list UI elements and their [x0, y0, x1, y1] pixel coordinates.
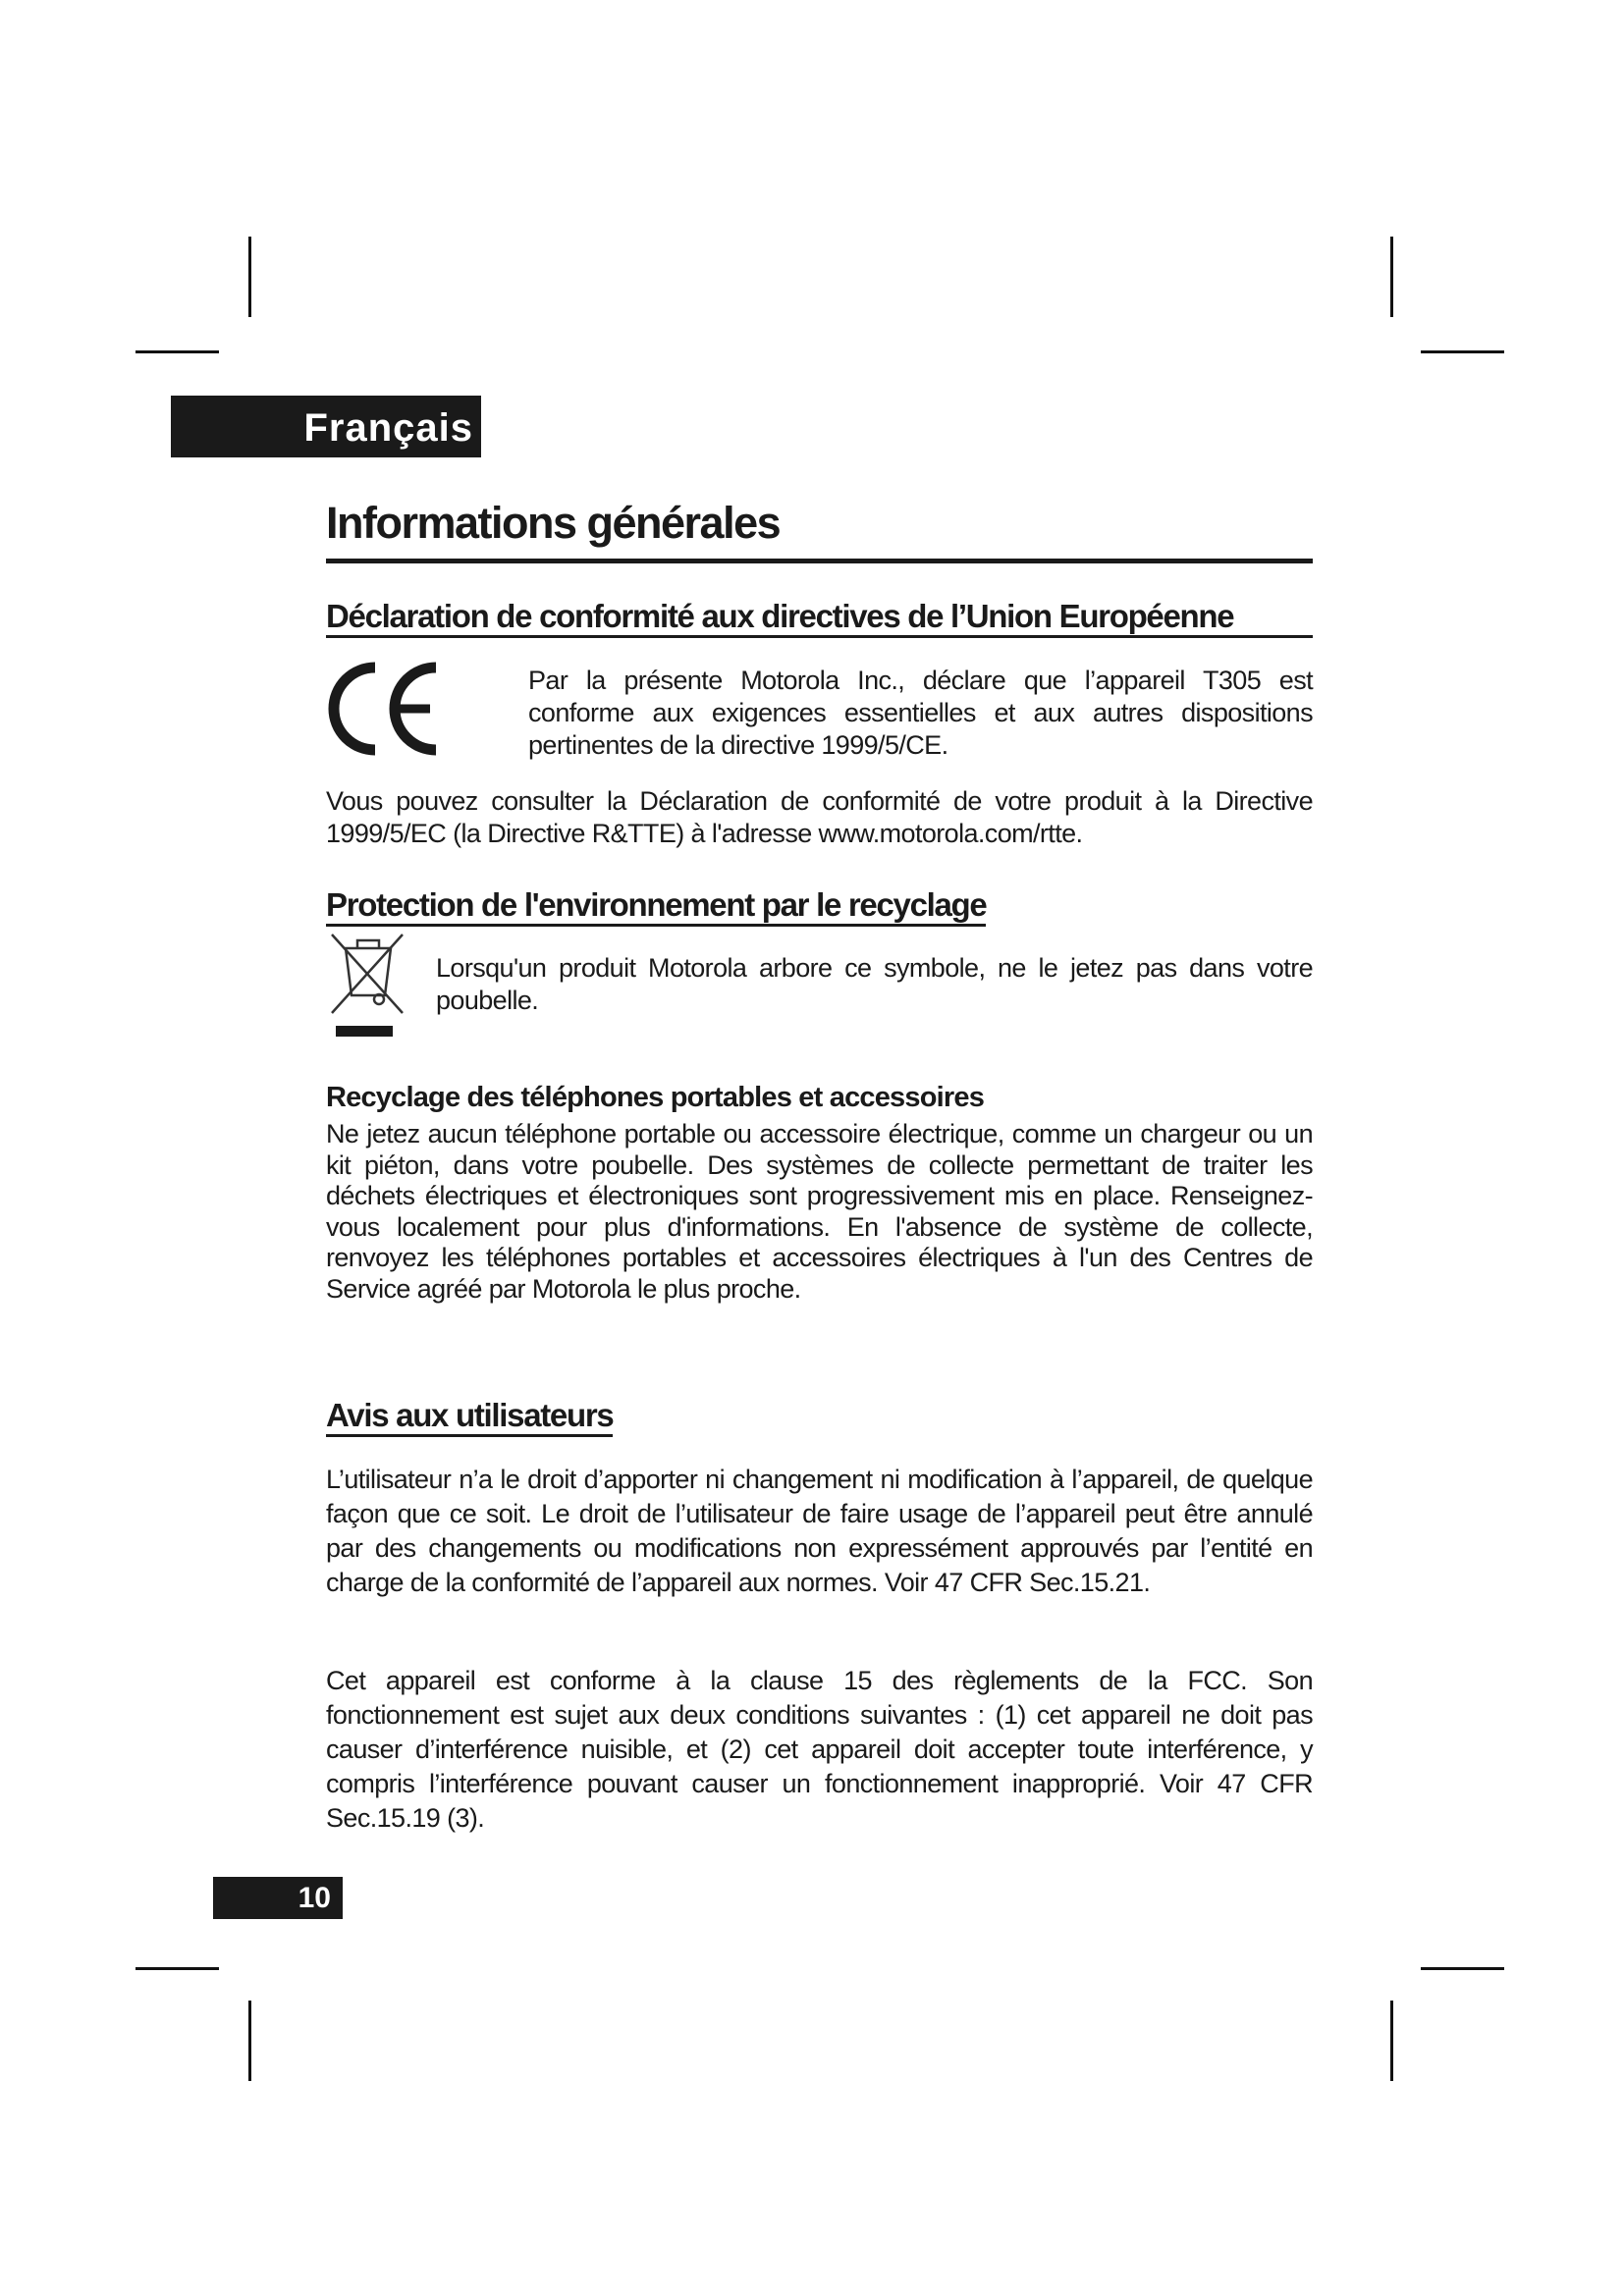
eu-heading: Déclaration de conformité aux directives de l’Union Européenne	[326, 598, 1313, 638]
ce-declaration-text: Par la présente Motorola Inc., déclare que l’appareil T305 est conforme aux exigences essentielles et aux autres dispositions pertinentes de la directive 1999/5/CE.	[528, 666, 1313, 760]
users-para-2: Cet appareil est conforme à la clause 15 des règlements de la FCC. Son fonctionnement est sujet aux deux conditions suivantes : (1) cet appareil ne doit pas causer d’interférence nuisible, et (2) cet appareil doit accepter toute interférence, y compris l’interférence pouvant causer un fonctionnement inapproprié. Voir 47 CFR Sec.15.19 (3).	[326, 1666, 1313, 1833]
recycling-subheading: Recyclage des téléphones portables et accessoires	[326, 1082, 985, 1113]
recycling-body: Ne jetez aucun téléphone portable ou accessoire électrique, comme un chargeur ou un kit piéton, dans votre poubelle. Des systèmes de collecte permettant de traiter les déchets électriques et électroniques sont progressivement mis en place. Renseignez-vous localement pour plus d'informations. En l'absence de système de collecte, renvoyez les téléphones portables et accessoires électriques à l'un des Centres de Service agréé par Motorola le plus proche.	[326, 1119, 1313, 1304]
crop-mark	[1421, 1967, 1504, 1970]
symbol-text: Lorsqu'un produit Motorola arbore ce symbole, ne le jetez pas dans votre poubelle.	[436, 953, 1313, 1015]
title-rule	[326, 559, 1313, 563]
crop-mark	[1421, 350, 1504, 353]
crop-mark	[248, 237, 251, 317]
crop-mark	[135, 350, 219, 353]
page-number: 10	[213, 1877, 343, 1919]
users-para-1: L’utilisateur n’a le droit d’apporter ni changement ni modification à l’appareil, de quelque façon que ce soit. Le droit de l’utilisateur de faire usage de l’appareil peut être annulé par des changements ou modifications non expressément approuvés par l’entité en charge de la conformité de l’appareil aux normes. Voir 47 CFR Sec.15.21.	[326, 1465, 1313, 1597]
recycling-heading: Protection de l'environnement par le recyclage	[326, 886, 986, 927]
language-tab: Français	[171, 396, 481, 457]
users-heading: Avis aux utilisateurs	[326, 1397, 613, 1437]
page-title: Informations générales	[326, 498, 781, 548]
crop-mark	[1390, 237, 1393, 317]
crop-mark	[1390, 2001, 1393, 2081]
crop-mark	[135, 1967, 219, 1970]
crop-mark	[248, 2001, 251, 2081]
ce-mark-icon	[328, 660, 446, 758]
weee-bin-icon	[328, 931, 408, 1041]
conformity-consult-text: Vous pouvez consulter la Déclaration de conformité de votre produit à la Directive 1999/5/EC (la Directive R&TTE) à l'adresse www.motorola.com/rtte.	[326, 786, 1313, 848]
